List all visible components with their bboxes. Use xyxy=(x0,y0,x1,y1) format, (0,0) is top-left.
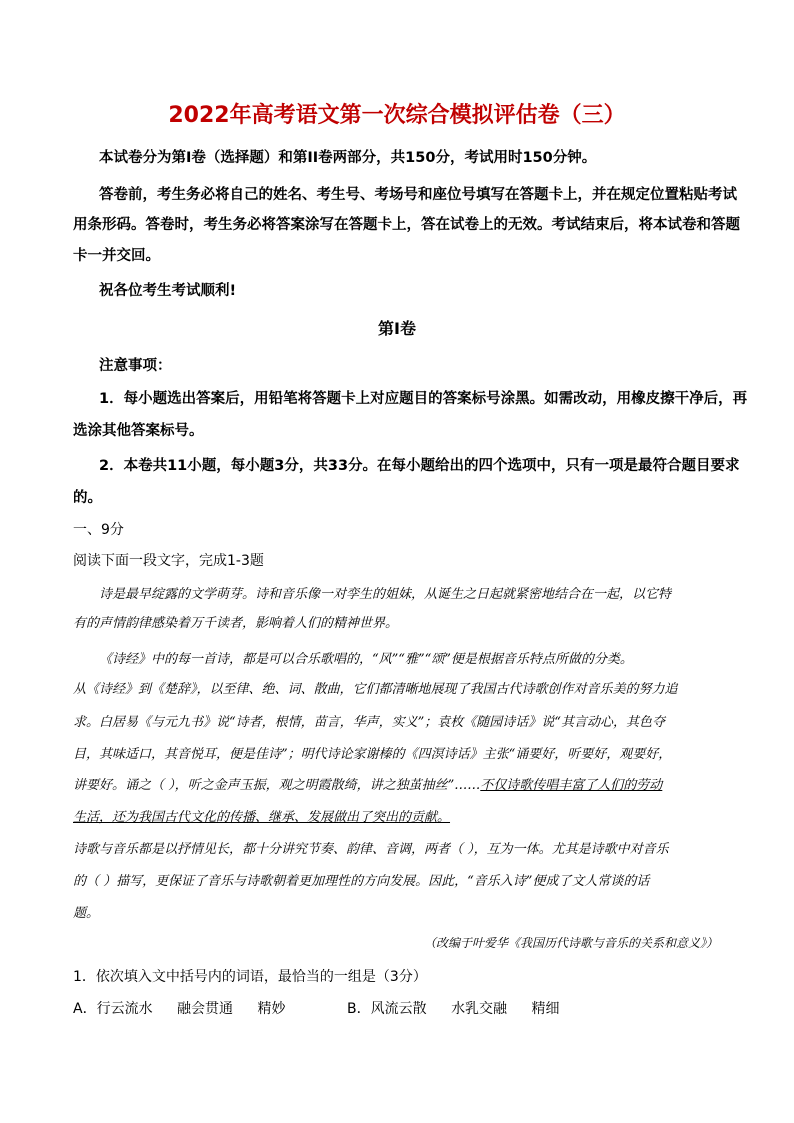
passage-p2-line-1: 《诗经》中的每一首诗，都是可以合乐歌唱的，“风”“雅”“颂”便是根据音乐特点所做的分类。 xyxy=(99,652,633,667)
option-b-word-3: 精细 xyxy=(531,1001,560,1017)
passage-p2-line-5 xyxy=(73,774,662,793)
underlined-sentence: 不仅诗歌传唱丰富了人们的劳动 xyxy=(480,778,663,793)
passage-p3-line-2: 的（ ）描写，更保证了音乐与诗歌朝着更加理性的方向发展。因此，“音乐入诗”便成了文人常谈的话 xyxy=(73,874,650,889)
passage-p3-line-3: 题。 xyxy=(73,906,100,921)
intro-line-3: 用条形码。答卷时，考生务必将答案涂写在答题卡上，答在试卷上的无效。考试结束后，将本试卷和答题 xyxy=(73,217,740,233)
question-1-option-b[interactable] xyxy=(347,998,560,1018)
option-b-word-2: 水乳交融 xyxy=(451,1001,508,1017)
notice-item-1b: 选涂其他答案标号。 xyxy=(73,423,204,439)
option-a-word-1: A．行云流水 xyxy=(73,1001,153,1017)
part-heading: 一、9分 xyxy=(73,522,124,538)
passage-source: （改编于叶爱华《我国历代诗歌与音乐的关系和意义》） xyxy=(423,936,718,950)
notice-label: 注意事项： xyxy=(99,358,172,374)
passage-p2-line-5-text: 讲要好。诵之（ ），听之金声玉振，观之明霞散绮，讲之独茧抽丝”…… xyxy=(73,778,481,793)
passage-p2-line-2: 从《诗经》到《楚辞》，以至律、绝、词、散曲，它们都清晰地展现了我国古代诗歌创作对音乐美的努力追 xyxy=(73,682,678,697)
intro-line-2: 答卷前，考生务必将自己的姓名、考生号、考场号和座位号填写在答题卡上，并在规定位置粘贴考试 xyxy=(99,187,737,203)
notice-item-2b: 的。 xyxy=(73,490,102,506)
section-heading: 第Ⅰ卷 xyxy=(378,319,416,338)
question-1-option-a[interactable] xyxy=(73,998,285,1018)
passage-p2-line-3: 求。白居易《与元九书》说“诗者，根情，苗言，华声，实义”；袁枚《随园诗话》说“其言动心，其色夺 xyxy=(73,715,665,730)
option-a-word-3: 精妙 xyxy=(257,1001,286,1017)
intro-wish: 祝各位考生考试顺利! xyxy=(99,283,237,299)
passage-p2-line-4: 目，其味适口，其音悦耳，便是佳诗”；明代诗论家谢榛的《四溟诗话》主张“诵要好，听要好，观要好， xyxy=(73,747,672,762)
intro-line-4: 卡一并交回。 xyxy=(73,248,160,264)
notice-item-2a: 2．本卷共11小题，每小题3分，共33分。在每小题给出的四个选项中，只有一项是最符合题目要求 xyxy=(99,458,740,474)
reading-instruction: 阅读下面一段文字，完成1-3题 xyxy=(73,553,264,569)
passage-p3-line-1: 诗歌与音乐都是以抒情见长，都十分讲究节奏、韵律、音调，两者（ ），互为一体。尤其是诗歌中对音乐 xyxy=(73,842,669,857)
passage-p2-line-6: 生活，还为我国古代文化的传播、继承、发展做出了突出的贡献。 xyxy=(73,810,451,825)
passage-p1-line-2: 有的声情韵律感染着万千读者，影响着人们的精神世界。 xyxy=(73,616,399,631)
passage-p1-line-1: 诗是最早绽露的文学萌芽。诗和音乐像一对孪生的姐妹，从诞生之日起就紧密地结合在一起，以它特 xyxy=(99,587,672,602)
notice-item-1a: 1．每小题选出答案后，用铅笔将答题卡上对应题目的答案标号涂黑。如需改动，用橡皮擦干净后，再 xyxy=(99,391,748,407)
option-b-word-1: B．风流云散 xyxy=(347,1001,427,1017)
exam-title: 2022年高考语文第一次综合模拟评估卷（三） xyxy=(168,103,626,128)
option-a-word-2: 融会贯通 xyxy=(177,1001,234,1017)
question-1-stem: 1．依次填入文中括号内的词语，最恰当的一组是（3分） xyxy=(73,969,427,985)
intro-line-1: 本试卷分为第Ⅰ卷（选择题）和第II卷两部分，共150分，考试用时150分钟。 xyxy=(99,150,597,166)
